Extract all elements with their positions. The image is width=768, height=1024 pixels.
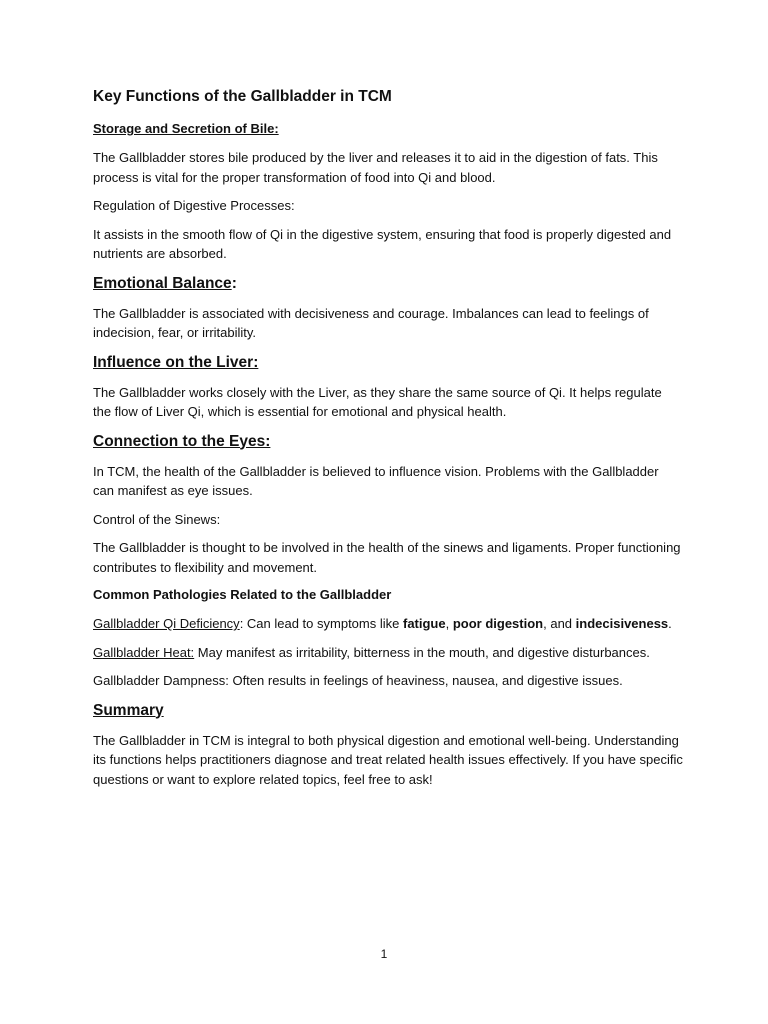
storage-paragraph: The Gallbladder stores bile produced by the liver and releases it to aid in the digestion of fats. This process is vital for the proper transformation of food into Qi and blood.: [93, 150, 658, 185]
liver-heading: [93, 352, 683, 374]
heat-term: Gallbladder Heat:: [93, 644, 195, 660]
summary-heading-text: Summary: [93, 701, 164, 719]
emotional-heading-colon: :: [231, 274, 237, 292]
qi-deficiency-paragraph: [93, 614, 683, 634]
pathologies-heading: Common Pathologies Related to the Gallbladder: [93, 587, 392, 602]
emotional-heading-text: Emotional Balance: [93, 274, 232, 292]
regulation-paragraph: It assists in the smooth flow of Qi in the digestive system, ensuring that food is properly digested and nutrients are absorbed.: [93, 226, 672, 261]
storage-heading: Storage and Secretion of Bile:: [93, 121, 279, 136]
regulation-heading: Regulation of Digestive Processes:: [93, 198, 295, 213]
liver-paragraph: The Gallbladder works closely with the Liver, as they share the same source of Qi. It helps regulate the flow of Liver Qi, which is essential for emotional and physical health.: [93, 384, 662, 419]
dampness-paragraph: Gallbladder Dampness: Often results in feelings of heaviness, nausea, and digestive issues.: [93, 673, 623, 688]
eyes-heading-text: Connection to the Eyes:: [93, 432, 271, 450]
sinews-heading: Control of the Sinews:: [93, 511, 221, 527]
page-number: 1: [380, 947, 388, 961]
qi-deficiency-end: .: [668, 616, 672, 631]
liver-heading-text: Influence on the Liver:: [93, 353, 259, 371]
sinews-paragraph: The Gallbladder is thought to be involved in the health of the sinews and ligaments. Proper functioning contributes to flexibility and movement.: [93, 540, 681, 575]
emotional-heading: [93, 273, 683, 295]
document-page: [93, 86, 683, 798]
heat-paragraph: [93, 643, 683, 663]
eyes-heading: [93, 431, 683, 453]
summary-heading: [93, 700, 683, 722]
emotional-paragraph: The Gallbladder is associated with decisiveness and courage. Imbalances can lead to feelings of indecision, fear, or irritability.: [93, 305, 649, 340]
heat-text: May manifest as irritability, bitterness in the mouth, and digestive disturbances.: [194, 644, 650, 660]
symptom-fatigue: fatigue: [402, 616, 446, 631]
summary-paragraph: The Gallbladder in TCM is integral to both physical digestion and emotional well-being. Understanding its functions helps practitioners diagnose and treat related health issues effectively. If you have specific questions or want to explore related topics, feel free to ask!: [93, 732, 683, 787]
symptom-sep-1: ,: [445, 616, 453, 631]
symptom-poor-digestion: poor digestion: [452, 616, 544, 631]
eyes-paragraph: In TCM, the health of the Gallbladder is believed to influence vision. Problems with the Gallbladder can manifest as eye issues.: [93, 463, 659, 498]
symptom-indecisiveness: indecisiveness: [575, 616, 669, 631]
qi-deficiency-term: Gallbladder Qi Deficiency: [93, 616, 240, 631]
symptom-sep-2: , and: [543, 616, 576, 631]
qi-deficiency-lead: : Can lead to symptoms like: [239, 616, 403, 631]
document-title: Key Functions of the Gallbladder in TCM: [93, 88, 392, 105]
